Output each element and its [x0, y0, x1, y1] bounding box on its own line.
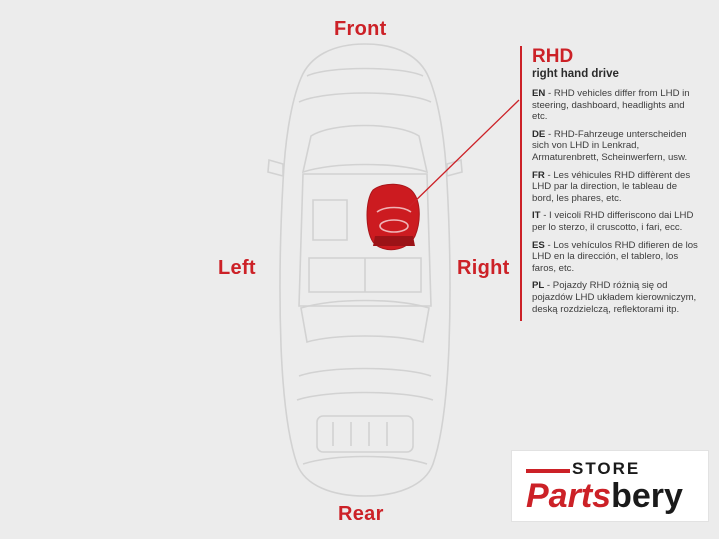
- callout-subtitle: right hand drive: [532, 68, 619, 80]
- lang-code-it: IT: [532, 210, 541, 222]
- lang-code-en: EN: [532, 88, 546, 99]
- lang-text-pl: - Pojazdy RHD różnią się od pojazdów LHD układem kierowniczym, deską rozdzielczą, reflektorami itp.: [532, 280, 697, 315]
- rhd-highlight-shape: [367, 184, 419, 249]
- callout-text-de: [532, 129, 698, 164]
- lang-text-en: - RHD vehicles differ from LHD in steering, dashboard, headlights and etc.: [532, 88, 690, 123]
- orientation-label-front: Front: [334, 18, 387, 40]
- lang-text-it: - I veicoli RHD differiscono dai LHD per lo sterzo, il cruscotto, i fari, ecc.: [532, 210, 694, 233]
- lang-text-fr: - Les véhicules RHD diffèrent des LHD par la direction, le tableau de bord, les phares, etc.: [532, 169, 691, 204]
- logo-accent-bar: [526, 469, 570, 473]
- callout-text-fr: [532, 170, 698, 205]
- callout-text-it: [532, 210, 698, 233]
- logo-store-text: STORE: [572, 459, 641, 478]
- lang-text-de: - RHD-Fahrzeuge unterscheiden sich von LHD in Lenkrad, Armaturenbrett, Scheinwerfern, usw.: [532, 128, 688, 163]
- lang-code-de: DE: [532, 128, 546, 140]
- orientation-label-left: Left: [218, 257, 256, 279]
- lang-code-pl: PL: [532, 280, 545, 292]
- logo-wordmark: [526, 477, 683, 515]
- orientation-label-rear: Rear: [338, 503, 384, 525]
- lang-code-fr: FR: [532, 169, 545, 181]
- lang-code-es: ES: [532, 239, 545, 251]
- callout-text-es: [532, 240, 698, 275]
- brand-logo: [511, 450, 709, 522]
- callout-text-pl: [532, 280, 698, 315]
- callout-title: RHD: [532, 46, 574, 67]
- lang-text-es: - Los vehículos RHD difieren de los LHD en la dirección, el tablero, los faros, etc.: [532, 239, 698, 274]
- callout-text-en: [532, 88, 698, 123]
- logo-parts-text: Parts: [526, 477, 612, 515]
- rhd-callout-panel: [520, 46, 698, 321]
- logo-bery-text: bery: [611, 477, 683, 515]
- car-top-view-icon: [255, 40, 475, 500]
- orientation-label-right: Right: [457, 257, 510, 279]
